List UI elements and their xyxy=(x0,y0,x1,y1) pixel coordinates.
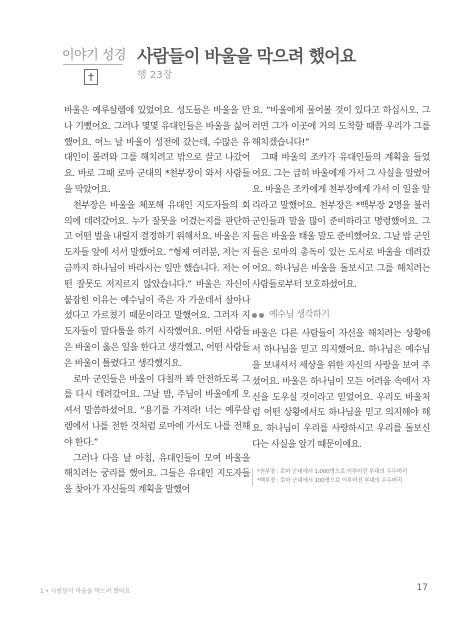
header-divider xyxy=(63,64,123,65)
paragraph: 그러나 다음 날 아침, 유대인들이 모여 바울을 해치려는 궁리를 했어요. 그들은 유대인 지도자들을 찾아가 자신들의 계획을 말했어 xyxy=(64,453,250,496)
footer-running-title: 1 • 사람들이 바울을 막으려 했어요 xyxy=(40,588,131,595)
header-tag: 이야기 성경 xyxy=(62,48,126,63)
bible-icon xyxy=(84,69,98,85)
section-heading xyxy=(252,308,430,324)
left-column xyxy=(64,104,250,499)
paragraph: 그때 바울의 조카가 유대인들의 계획을 들었어요. 그는 급히 바울에게 가서 그 사실을 알렸어요. 바울은 조카에게 천부장에게 가서 이 일을 알리라고 말했어요. 천부장은 *백부장 2명을 불러 군인들과 말을 많이 준비하라고 명령했어요. 그들은 바울을 태울 말도 준비했어요. 그날 밤 군인들은 로마의 총독이 있는 도시로 바울을 데려갔어요. 하나님은 바울을 돌보시고 그를 해치려는 사람들로부터 보호하셨어요. xyxy=(252,153,430,290)
footnote: *천부장 : 로마 군대에서 1,000명으로 이루어진 부대의 우두머리 xyxy=(257,468,408,475)
paragraph: 바울은 예루살렘에 있었어요. 성도들은 바울을 만나 기뻤어요. 그러나 몇몇 유대인들은 바울을 싫어했어요. 어느 날 바울이 성전에 갔는데, 수많은 유대인이 몰려와 그를 해치려고 밖으로 끌고 나갔어요. 바로 그때 로마 군대의 *천부장이 와서 사람들을 막았어요. xyxy=(64,106,250,195)
section-heading-label: 예수님 생각하기 xyxy=(269,309,330,320)
bullet-dots-icon xyxy=(252,313,264,318)
scripture-reference: 행 23장 xyxy=(137,70,173,81)
right-column xyxy=(252,104,430,486)
page-number: 17 xyxy=(416,583,428,593)
footnotes xyxy=(252,468,430,486)
paragraph: 로마 군인들은 바울이 다칠까 봐 안전하도록 그를 다시 데려갔어요. 그날 밤, 주님이 바울에게 오셔서 말씀하셨어요. “용기를 가져라! 너는 예루살렘에서 나를 전한 것처럼 로마에 가서도 나를 전해야 한다.” xyxy=(64,374,250,448)
paragraph: 천부장은 바울을 체포해 유대인 지도자들의 회의에 데려갔어요. 누가 잘못을 어겼는지를 판단하고 어떤 벌을 내릴지 결정하기 위해서요. 바울은 지도자들 앞에 서서 말했어요. “형제 여러분, 저는 지금까지 하나님이 바라시는 일만 했습니다. 저는 어떤 잘못도 저지르지 않았습니다.” 바울은 자신이 붙잡힌 이유는 예수님이 죽은 자 가운데서 살아나셨다고 가르쳤기 때문이라고 말했어요. 그러자 지도자들이 말다툼을 하기 시작했어요. 어떤 사람들은 바울이 옳은 일을 한다고 생각했고, 어떤 사람들은 바울이 틀렸다고 생각했지요. xyxy=(64,200,250,369)
footnote: *백부장 : 로마 군대에서 100명으로 이루어진 부대의 우두머리 xyxy=(257,477,403,484)
section-body: 바울은 다른 사람들이 자신을 해치려는 상황에서 하나님을 믿고 의지했어요. 하나님은 예수님을 보내셔서 세상을 위한 자신의 사랑을 보여 주셨어요. 바울은 하나님이 모든 어려움 속에서 자신을 도우실 것이라고 믿었어요. 우리도 바울처럼 어떤 상황에서도 하나님을 믿고 의지해야 해요. 하나님이 우리를 사랑하시고 우리를 돌보신다는 사실을 알기 때문이에요. xyxy=(252,329,430,450)
paragraph: 요. “바울에게 물어볼 것이 있다고 하십시오. 그러면 그가 이곳에 거의 도착할 때쯤 우리가 그를 해치겠습니다!” xyxy=(252,106,430,148)
page-title: 사람들이 바울을 막으려 했어요 xyxy=(137,47,356,67)
